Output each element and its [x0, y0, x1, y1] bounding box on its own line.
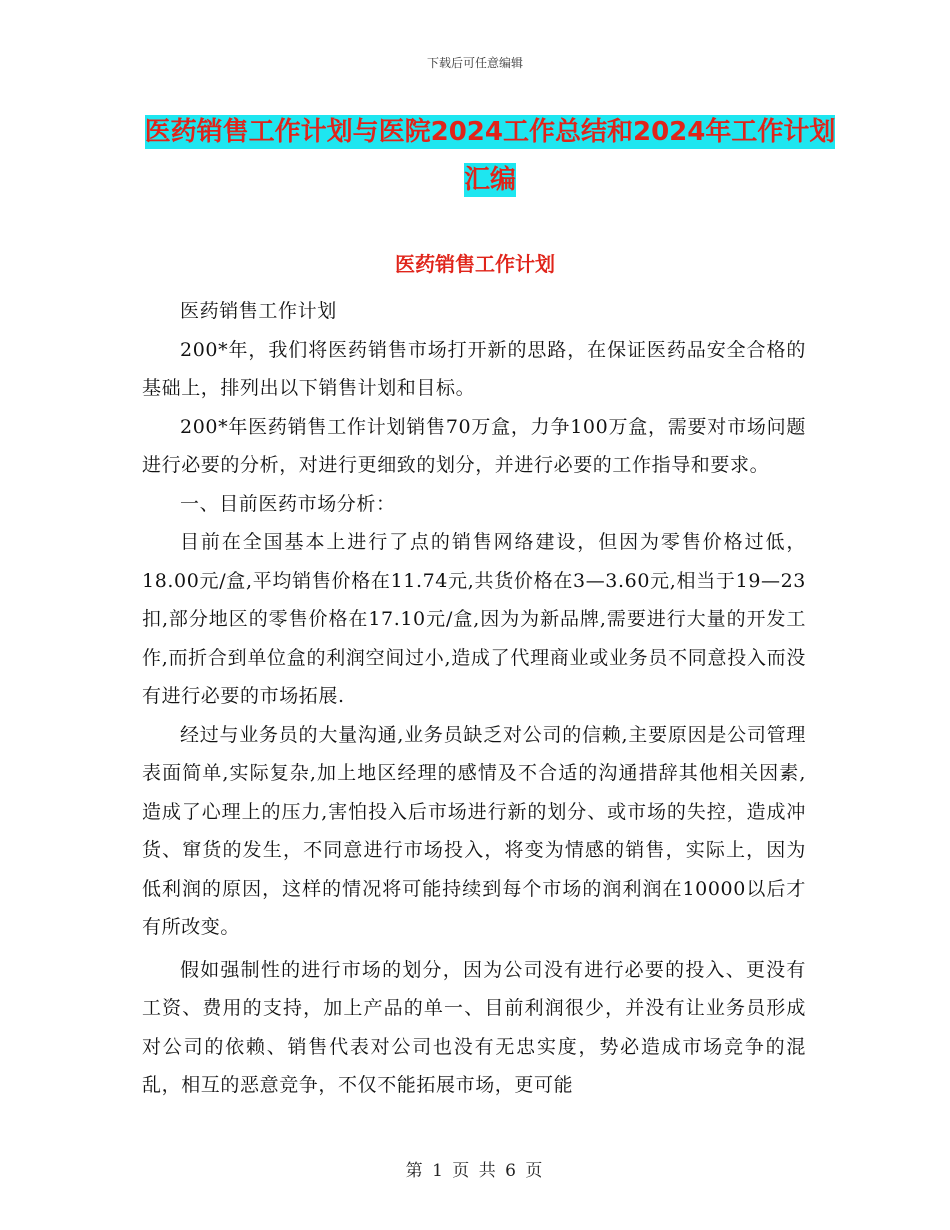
page-footer: 第 1 页 共 6 页 — [405, 1161, 545, 1181]
paragraph: 目前在全国基本上进行了点的销售网络建设，但因为零售价格过低，18.00元/盒,平均销售价格在11.74元,共货价格在3—3.60元,相当于19—23扣,部分地区的零售价格在17.10元/盒,因为为新品牌,需要进行大量的开发工作,而折合到单位盒的利润空间过小,造成了代理商业或业务员不同意投入而没有进行必要的市场拓展. — [142, 531, 806, 707]
paragraph: 假如强制性的进行市场的划分，因为公司没有进行必要的投入、更没有工资、费用的支持，加上产品的单一、目前利润很少，并没有让业务员形成对公司的依赖、销售代表对公司也没有无忠实度，势必造成市场竞争的混乱，相互的恶意竞争，不仅不能拓展市场，更可能 — [142, 958, 806, 1096]
paragraph: 经过与业务员的大量沟通,业务员缺乏对公司的信赖,主要原因是公司管理表面简单,实际复杂,加上地区经理的感情及不合适的沟通措辞其他相关因素,造成了心理上的压力,害怕投入后市场进行新的划分、或市场的失控，造成冲货、窜货的发生，不同意进行市场投入，将变为情感的销售，实际上，因为低利润的原因，这样的情况将可能持续到每个市场的润利润在10000以后才有所改变。 — [142, 723, 806, 938]
document-body — [142, 292, 806, 1105]
document-title-text: 医药销售工作计划与医院2024工作总结和2024年工作计划汇编 — [144, 117, 836, 195]
document-title — [140, 108, 840, 204]
paragraph: 一、目前医药市场分析： — [180, 492, 396, 515]
page-header-note: 下载后可任意编辑 — [426, 56, 523, 70]
section-title: 医药销售工作计划 — [395, 252, 555, 276]
paragraph: 200*年，我们将医药销售市场打开新的思路，在保证医药品安全合格的基础上，排列出以下销售计划和目标。 — [142, 338, 806, 399]
paragraph: 医药销售工作计划 — [180, 300, 337, 322]
paragraph: 200*年医药销售工作计划销售70万盒，力争100万盒，需要对市场问题进行必要的分析，对进行更细致的划分，并进行必要的工作指导和要求。 — [142, 415, 806, 476]
